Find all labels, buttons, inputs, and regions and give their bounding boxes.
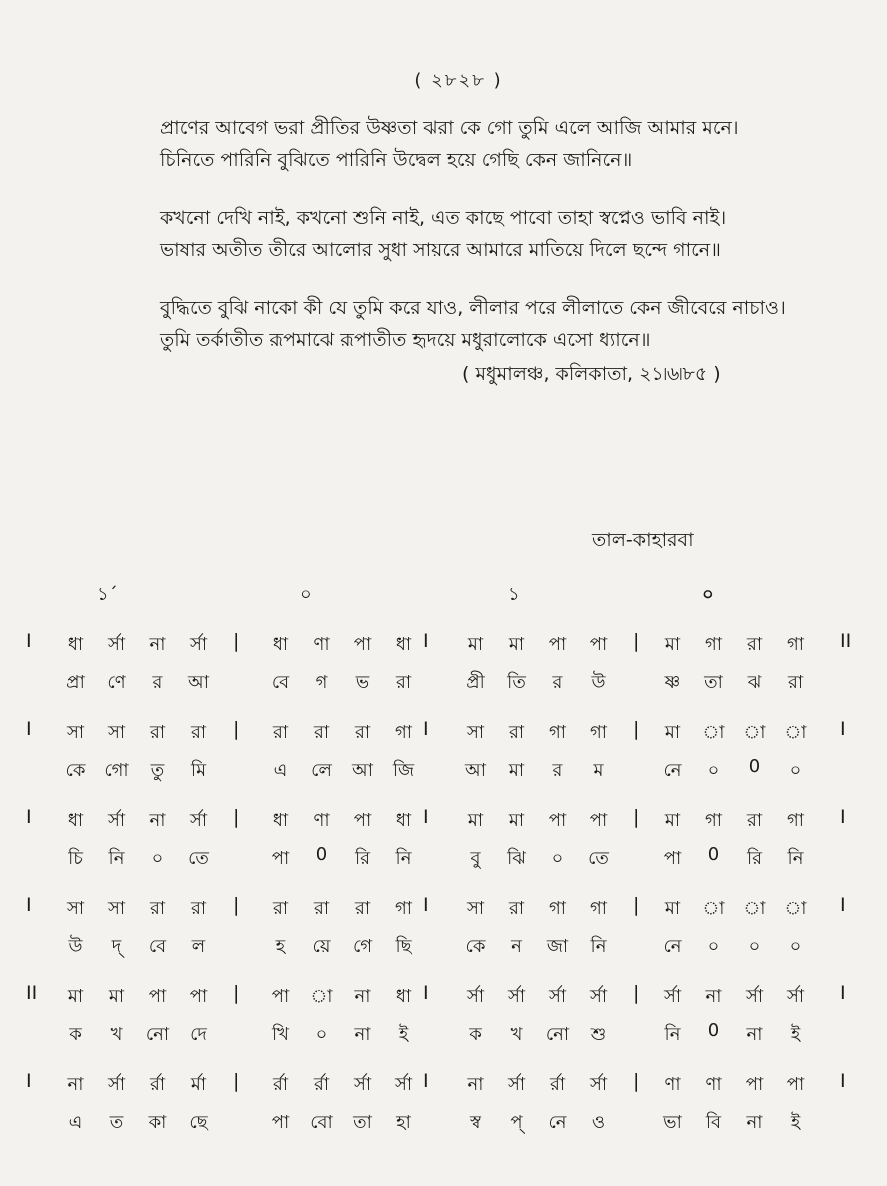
note: পা [548, 634, 567, 655]
syllable: পা [271, 848, 290, 869]
syllable: চি [68, 848, 83, 869]
syllable-row [0, 756, 887, 790]
bar-line: I [840, 982, 846, 1004]
note: র্সা [745, 986, 764, 1007]
note: রা [746, 810, 763, 831]
syllable: হা [396, 1112, 411, 1133]
note: গা [786, 810, 805, 831]
taal-label: তাল-কাহারবা [592, 529, 694, 551]
note: না [467, 1074, 484, 1095]
song-number: ( ২৮২৮ ) [414, 70, 503, 91]
syllable: তে [588, 848, 609, 869]
syllable-group [455, 668, 619, 699]
note: র্সা [507, 1074, 526, 1095]
note: ধা [272, 810, 289, 831]
note-group [260, 718, 424, 749]
bar-line: I [26, 1070, 32, 1092]
note: ধা [395, 634, 412, 655]
syllable: ই [790, 1024, 801, 1045]
beat-mark: ১ [508, 584, 520, 605]
syllable: 0 [707, 1020, 720, 1041]
bar-line: I [26, 718, 32, 740]
bar-line: I [423, 1070, 429, 1092]
note-group [652, 806, 816, 837]
lyric-line: ভাষার অতীত তীরে আলোর সুধা সায়রে আমারে মাতিয়ে দিলে ছন্দে গানে॥ [160, 239, 721, 261]
syllable-group [455, 844, 619, 875]
syllable: মা [508, 760, 525, 781]
syllable-group [455, 1108, 619, 1139]
syllable: গো [104, 760, 129, 781]
note: র্সা [107, 1074, 126, 1095]
lyric-line: প্রাণের আবেগ ভরা প্রীতির উষ্ণতা ঝরা কে গো তুমি এলে আজি আমার মনে। [160, 117, 739, 139]
note-group [55, 718, 219, 749]
syllable: আ [465, 760, 486, 781]
note: ণা [664, 1074, 681, 1095]
syllable: তা [353, 1112, 372, 1133]
note: র্রা [272, 1074, 289, 1095]
note: পা [745, 1074, 764, 1095]
syllable: ন [511, 936, 522, 957]
bar-line: I [423, 894, 429, 916]
note: পা [786, 1074, 805, 1095]
syllable: ছে [189, 1112, 208, 1133]
notation-row [0, 718, 887, 752]
note: গা [589, 722, 608, 743]
note: রা [508, 898, 525, 919]
note-group [652, 894, 816, 925]
syllable-group [260, 756, 424, 787]
note-group [455, 630, 619, 661]
note: গা [704, 810, 723, 831]
syllable: র [552, 672, 563, 693]
note-group [652, 982, 816, 1013]
note-group [55, 1070, 219, 1101]
note: ধা [395, 986, 412, 1007]
syllable: 0 [315, 844, 328, 865]
note: র্সা [507, 986, 526, 1007]
note: গা [394, 722, 413, 743]
bar-line: I [423, 718, 429, 740]
note: রা [746, 634, 763, 655]
bar-line: | [633, 982, 640, 1004]
syllable: রি [354, 848, 371, 869]
note-group [55, 894, 219, 925]
syllable-group [55, 1020, 219, 1051]
note: া [784, 898, 807, 919]
syllable-group [55, 1108, 219, 1139]
syllable-group [260, 1020, 424, 1051]
syllable-group [55, 668, 219, 699]
bar-line: I [423, 630, 429, 652]
syllable: লে [311, 760, 332, 781]
note: র্সা [548, 986, 567, 1007]
note-group [455, 1070, 619, 1101]
note: না [705, 986, 722, 1007]
syllable: খ [110, 1024, 123, 1045]
note: ধা [67, 634, 84, 655]
note: রা [354, 898, 371, 919]
note: রা [354, 722, 371, 743]
syllable-group [455, 1020, 619, 1051]
syllable: প্ [510, 1112, 523, 1133]
note: র্রা [549, 1074, 566, 1095]
note: ধা [395, 810, 412, 831]
syllable: ম [593, 760, 604, 781]
note-group [652, 718, 816, 749]
syllable: দ্ [111, 936, 122, 957]
note: পা [589, 634, 608, 655]
syllable: হ [275, 936, 286, 957]
syllable-group [652, 1108, 816, 1139]
bar-line: I [26, 630, 32, 652]
bar-line: | [233, 894, 240, 916]
note: মা [67, 986, 84, 1007]
lyric-line: চিনিতে পারিনি বুঝিতে পারিনি উদ্বেল হয়ে গেছি কেন জানিনে॥ [160, 149, 633, 171]
syllable-group [652, 668, 816, 699]
note: না [149, 634, 166, 655]
note: ধা [272, 634, 289, 655]
syllable: ণে [107, 672, 126, 693]
syllable: পা [663, 848, 682, 869]
note: মা [664, 898, 681, 919]
syllable: ০ [789, 760, 802, 781]
note: সা [466, 722, 485, 743]
bar-line: II [840, 630, 852, 652]
note-group [55, 982, 219, 1013]
note: গা [589, 898, 608, 919]
bar-line: I [423, 982, 429, 1004]
bar-line: | [233, 1070, 240, 1092]
beat-mark: ১´ [97, 584, 118, 605]
syllable: খ [510, 1024, 523, 1045]
note-group [260, 982, 424, 1013]
note: া [784, 722, 807, 743]
note: সা [107, 898, 126, 919]
note: পা [271, 986, 290, 1007]
note: ণা [313, 810, 330, 831]
syllable-group [455, 932, 619, 963]
note: র্সা [394, 1074, 413, 1095]
bar-line: | [633, 806, 640, 828]
notation-row [0, 982, 887, 1016]
note: গা [548, 898, 567, 919]
syllable: নি [590, 936, 607, 957]
syllable: গে [352, 936, 373, 957]
syllable: য়ে [312, 936, 331, 957]
syllable: না [354, 1024, 371, 1045]
bar-line: | [233, 806, 240, 828]
syllable: ০ [151, 848, 164, 869]
syllable: দে [190, 1024, 207, 1045]
notation-row [0, 1070, 887, 1104]
syllable-group [260, 668, 424, 699]
syllable: ষ্ণ [664, 672, 681, 693]
note-group [55, 806, 219, 837]
syllable: ০ [315, 1024, 328, 1045]
syllable: ঝ [747, 672, 762, 693]
syllable-row [0, 844, 887, 878]
note: গা [394, 898, 413, 919]
note-group [652, 630, 816, 661]
note: পা [353, 810, 372, 831]
syllable-group [55, 932, 219, 963]
syllable: ক [69, 1024, 82, 1045]
note: মা [108, 986, 125, 1007]
note: র্সা [189, 810, 208, 831]
note: া [702, 722, 725, 743]
credit-line: ( মধুমালঞ্চ, কলিকাতা, ২১৷৬৷৮৫ ) [462, 363, 721, 385]
syllable: কে [65, 760, 86, 781]
bar-line: I [840, 894, 846, 916]
note: ণা [313, 634, 330, 655]
syllable: কে [465, 936, 486, 957]
note: পা [148, 986, 167, 1007]
syllable: নে [663, 936, 682, 957]
syllable: জা [546, 936, 569, 957]
note-group [455, 894, 619, 925]
syllable: নি [787, 848, 804, 869]
syllable: তে [188, 848, 209, 869]
note: সা [466, 898, 485, 919]
syllable: বি [705, 1112, 722, 1133]
note: গা [786, 634, 805, 655]
syllable-group [260, 932, 424, 963]
note: রা [190, 722, 207, 743]
syllable: ০ [707, 936, 720, 957]
note: র্সা [663, 986, 682, 1007]
syllable: বে [271, 672, 290, 693]
syllable-row [0, 668, 887, 702]
bar-line: I [840, 806, 846, 828]
syllable: না [746, 1024, 763, 1045]
note-group [260, 630, 424, 661]
beat-mark: ০ [300, 584, 312, 605]
note: ধা [67, 810, 84, 831]
bar-line: I [840, 1070, 846, 1092]
note: রা [313, 898, 330, 919]
note: মা [508, 634, 525, 655]
note: মা [664, 810, 681, 831]
syllable: নি [395, 848, 412, 869]
note: রা [190, 898, 207, 919]
syllable: 0 [748, 756, 761, 777]
syllable-row [0, 932, 887, 966]
syllable: ই [398, 1024, 409, 1045]
bar-line: | [633, 630, 640, 652]
note-group [260, 1070, 424, 1101]
note-group [260, 806, 424, 837]
syllable-group [652, 756, 816, 787]
syllable: ও [591, 1112, 606, 1133]
note: রা [149, 722, 166, 743]
note: রা [149, 898, 166, 919]
syllable: উ [591, 672, 606, 693]
syllable-group [652, 1020, 816, 1051]
note: গা [704, 634, 723, 655]
notation-row [0, 894, 887, 928]
syllable: শু [590, 1024, 607, 1045]
bar-line: | [233, 718, 240, 740]
note: র্সা [189, 634, 208, 655]
note: র্সা [589, 1074, 608, 1095]
syllable: মি [190, 760, 207, 781]
syllable: রা [787, 672, 804, 693]
syllable: নি [108, 848, 125, 869]
note: গা [548, 722, 567, 743]
note: া [702, 898, 725, 919]
note-group [455, 806, 619, 837]
syllable: ভা [663, 1112, 682, 1133]
syllable: ০ [748, 936, 761, 957]
note: পা [548, 810, 567, 831]
note: র্সা [466, 986, 485, 1007]
bar-line: I [26, 894, 32, 916]
syllable: আ [188, 672, 209, 693]
syllable: রা [395, 672, 412, 693]
syllable: ০ [551, 848, 564, 869]
bar-line: | [633, 1070, 640, 1092]
note: র্সা [786, 986, 805, 1007]
syllable: ০ [789, 936, 802, 957]
syllable-group [652, 844, 816, 875]
note: র্রা [149, 1074, 166, 1095]
syllable: ত [109, 1112, 124, 1133]
syllable: নে [548, 1112, 567, 1133]
syllable: ল [191, 936, 206, 957]
syllable: নো [545, 1024, 570, 1045]
note: না [149, 810, 166, 831]
note-group [55, 630, 219, 661]
note: মা [664, 634, 681, 655]
note: র্সা [107, 634, 126, 655]
syllable: নে [663, 760, 682, 781]
lyric-line: কখনো দেখি নাই, কখনো শুনি নাই, এত কাছে পাবো তাহা স্বপ্নেও ভাবি নাই। [160, 207, 727, 229]
note: ণা [705, 1074, 722, 1095]
note: া [310, 986, 333, 1007]
syllable-row [0, 1108, 887, 1142]
bar-line: | [233, 630, 240, 652]
syllable: স্ব [470, 1112, 481, 1133]
note: া [743, 898, 766, 919]
note: র্মা [190, 1074, 207, 1095]
bar-line: II [26, 982, 38, 1004]
note: মা [467, 634, 484, 655]
syllable: এ [68, 1112, 83, 1133]
note: া [743, 722, 766, 743]
syllable: জি [392, 760, 415, 781]
note: মা [467, 810, 484, 831]
bar-line: I [840, 718, 846, 740]
syllable: নো [145, 1024, 170, 1045]
syllable: না [746, 1112, 763, 1133]
syllable: র [152, 672, 163, 693]
note: র্সা [107, 810, 126, 831]
note: মা [508, 810, 525, 831]
syllable: বু [470, 848, 481, 869]
syllable: তি [507, 672, 526, 693]
syllable: র [552, 760, 563, 781]
syllable: আ [352, 760, 373, 781]
note: না [354, 986, 371, 1007]
syllable-group [455, 756, 619, 787]
syllable: পা [271, 1112, 290, 1133]
syllable: ছি [395, 936, 412, 957]
note: পা [589, 810, 608, 831]
note: রা [272, 722, 289, 743]
syllable-group [55, 756, 219, 787]
syllable: নি [664, 1024, 681, 1045]
syllable: ই [790, 1112, 801, 1133]
syllable-row [0, 1020, 887, 1054]
syllable: 0 [707, 844, 720, 865]
beat-mark: ০ [702, 584, 714, 605]
syllable-group [55, 844, 219, 875]
lyric-line: বুদ্ধিতে বুঝি নাকো কী যে তুমি করে যাও, লীলার পরে লীলাতে কেন জীবেরে নাচাও। [160, 297, 786, 319]
note: রা [272, 898, 289, 919]
bar-line: I [26, 806, 32, 828]
note: রা [313, 722, 330, 743]
syllable-group [652, 932, 816, 963]
note: মা [664, 722, 681, 743]
note: রা [508, 722, 525, 743]
syllable: ঝি [507, 848, 526, 869]
syllable: কা [148, 1112, 167, 1133]
syllable: বে [148, 936, 167, 957]
note: সা [107, 722, 126, 743]
note: র্সা [589, 986, 608, 1007]
syllable: খি [272, 1024, 289, 1045]
note: র্রা [313, 1074, 330, 1095]
note-group [455, 718, 619, 749]
syllable: ক [469, 1024, 482, 1045]
bar-line: I [423, 806, 429, 828]
syllable: ০ [707, 760, 720, 781]
syllable: তু [150, 760, 165, 781]
notation-row [0, 630, 887, 664]
note: সা [66, 898, 85, 919]
bar-line: | [233, 982, 240, 1004]
note: না [67, 1074, 84, 1095]
note: র্সা [353, 1074, 372, 1095]
note: পা [353, 634, 372, 655]
lyric-line: তুমি তর্কাতীত রূপমাঝে রূপাতীত হৃদয়ে মধুরালোকে এসো ধ্যানে॥ [160, 329, 651, 351]
syllable: গ [315, 672, 328, 693]
syllable: ভ [355, 672, 370, 693]
syllable-group [260, 1108, 424, 1139]
note-group [455, 982, 619, 1013]
syllable: প্রা [66, 672, 85, 693]
syllable: বো [310, 1112, 333, 1133]
note-group [260, 894, 424, 925]
note-group [652, 1070, 816, 1101]
bar-line: | [633, 718, 640, 740]
syllable: তা [704, 672, 723, 693]
syllable: এ [273, 760, 288, 781]
syllable: রি [746, 848, 763, 869]
note: পা [189, 986, 208, 1007]
notation-row [0, 806, 887, 840]
syllable-group [260, 844, 424, 875]
bar-line: | [633, 894, 640, 916]
syllable: প্রী [466, 672, 485, 693]
note: সা [66, 722, 85, 743]
syllable: উ [68, 936, 83, 957]
